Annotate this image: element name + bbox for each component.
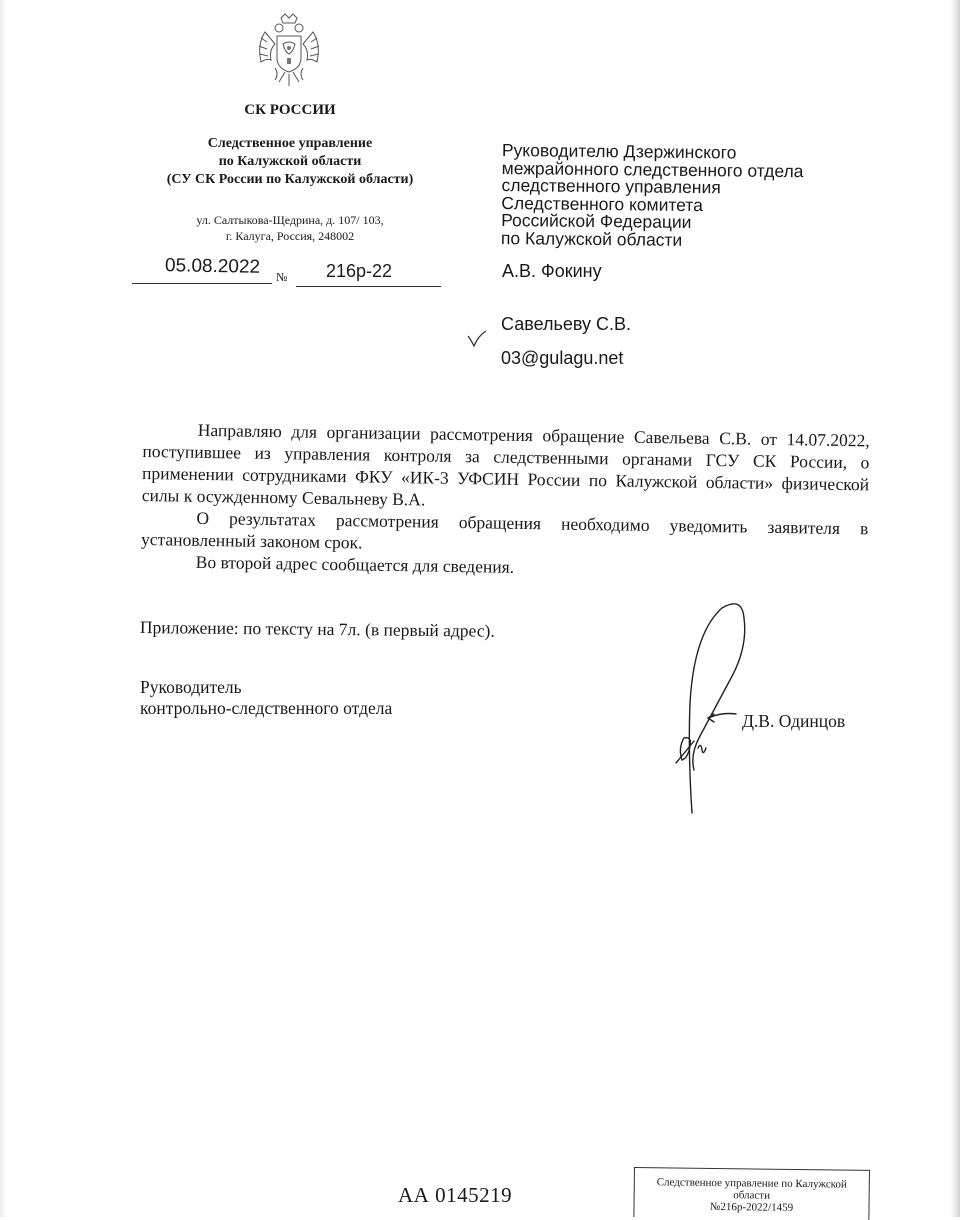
signer-position-line: контрольно-следственного отдела — [140, 698, 393, 718]
addressee-line: по Калужской области — [500, 227, 683, 250]
signer-name: Д.В. Одинцов — [742, 711, 846, 731]
page-shadow-right — [950, 0, 960, 1217]
body-paragraph: Направляю для организации рассмотрения обращение Савельева С.В. от 14.07.2022, поступившее из управления контроля за следственными органами ГСУ СК России, о применении сотрудниками ФКУ «ИК-3 УФСИН России по Калужской области» физической силы к осужденному Севальневу В.А. — [141, 419, 870, 510]
form-serial-number: АА 0145219 — [398, 1183, 513, 1207]
recipient-secondary: Савельеву С.В. — [501, 314, 632, 334]
address-line: ул. Салтыкова-Щедрина, д. 107/ 103, — [196, 213, 384, 227]
number-underline — [296, 286, 441, 287]
letter-date: 05.08.2022 — [164, 255, 261, 278]
org-name-block — [130, 135, 450, 189]
body-paragraph: Во второй адрес сообщается для сведения. — [195, 551, 515, 577]
handwritten-signature — [668, 598, 768, 818]
attachment-note: Приложение: по тексту на 7л. (в первый адрес). — [139, 617, 495, 641]
registration-stamp — [633, 1167, 870, 1220]
recipient-email: 03@gulagu.net — [501, 348, 624, 368]
address-line: г. Калуга, Россия, 248002 — [225, 229, 355, 243]
checkmark-icon — [466, 330, 488, 348]
addressee-block — [501, 142, 804, 250]
org-name-line: по Калужской области — [218, 154, 362, 169]
addressee-line: межрайонного следственного отдела — [501, 157, 804, 181]
org-address — [140, 212, 440, 244]
coat-of-arms-icon — [255, 12, 323, 90]
stamp-line: области — [733, 1189, 771, 1202]
date-underline — [132, 283, 272, 284]
addressee-line: Российской Федерации — [501, 209, 692, 232]
stamp-line: Следственное управление по Калужской — [656, 1176, 847, 1191]
org-name-line: Следственное управление — [207, 136, 373, 151]
org-name-line: (СУ СК России по Калужской области) — [166, 172, 414, 187]
number-label: № — [276, 270, 288, 284]
org-title: СК РОССИИ — [244, 102, 336, 118]
addressee-line: Следственного комитета — [501, 192, 704, 215]
body-paragraph: О результатах рассмотрения обращения необходимо уведомить заявителя в установленный законом срок. — [140, 507, 869, 553]
addressee-line: следственного управления — [501, 174, 721, 198]
recipient-primary: А.В. Фокину — [502, 261, 602, 281]
letter-number: 216р-22 — [326, 261, 393, 281]
stamp-line: №216р-2022/1459 — [709, 1200, 794, 1214]
letter-body — [141, 418, 870, 583]
signer-position-line: Руководитель — [140, 677, 242, 697]
page-shadow-left — [0, 0, 6, 1217]
signer-position — [140, 677, 392, 719]
addressee-line: Руководителю Дзержинского — [501, 140, 737, 163]
